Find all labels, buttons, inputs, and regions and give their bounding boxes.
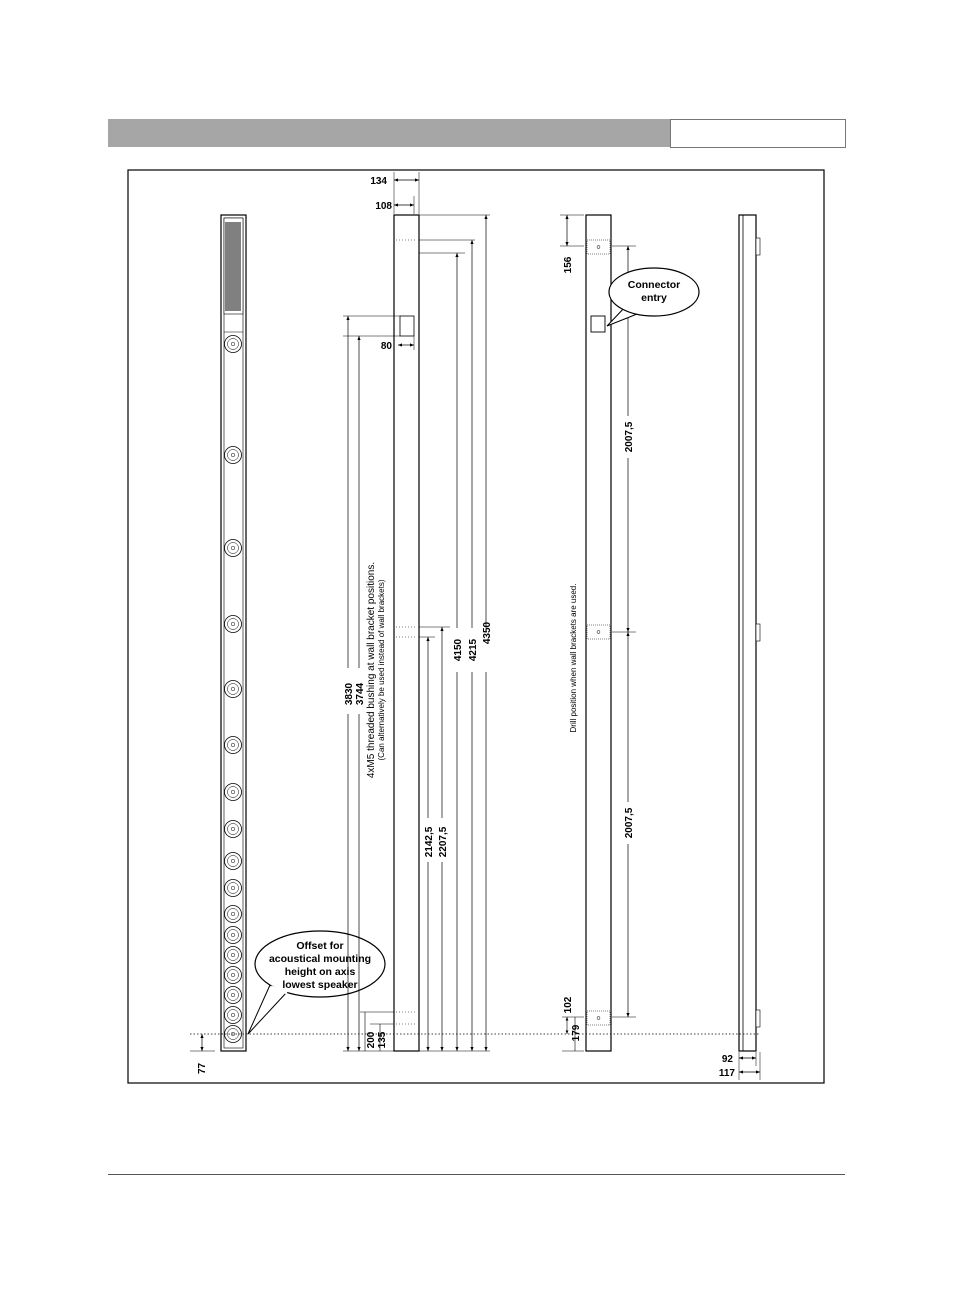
bracket-top <box>587 240 610 254</box>
dim-77: 77 <box>197 1062 208 1074</box>
offset-callout-line3: height on axis <box>284 966 356 978</box>
speaker-driver <box>225 1007 242 1024</box>
dim-3830: 3830 <box>344 682 355 706</box>
dim-2007-5-lower: 2007,5 <box>624 807 635 839</box>
dim-156: 156 <box>563 256 574 274</box>
offset-callout <box>248 931 385 1034</box>
dim-179: 179 <box>571 1024 582 1042</box>
top-view <box>739 215 760 1051</box>
speaker-driver <box>225 967 242 984</box>
connector-callout-line2: entry <box>641 292 667 304</box>
dim-102: 102 <box>563 996 574 1014</box>
speaker-driver <box>225 681 242 698</box>
speaker-driver <box>225 987 242 1004</box>
speaker-driver <box>225 784 242 801</box>
dim-4350: 4350 <box>482 621 493 645</box>
front-view <box>221 215 246 1051</box>
speaker-drivers <box>225 336 242 1043</box>
speaker-driver <box>225 853 242 870</box>
bushing-note-sub: (Can alternatively be used instead of wall brackets) <box>377 579 386 761</box>
drill-note: Drill position when wall brackets are used. <box>569 583 578 733</box>
bushing-note: 4xM5 threaded bushing at wall bracket positions. <box>366 561 377 779</box>
dim-200: 200 <box>366 1031 377 1049</box>
dim-4215: 4215 <box>468 638 479 662</box>
footer-rule <box>108 1174 845 1175</box>
dim-108: 108 <box>375 201 392 212</box>
bracket-middle <box>587 625 610 639</box>
speaker-driver <box>225 737 242 754</box>
offset-callout-line1: Offset for <box>296 940 344 952</box>
dim-2207-5: 2207,5 <box>438 826 449 858</box>
dim-92: 92 <box>721 1054 733 1065</box>
speaker-driver <box>225 616 242 633</box>
side-view <box>394 215 419 1051</box>
speaker-driver <box>225 447 242 464</box>
dim-4150: 4150 <box>453 638 464 662</box>
dim-134: 134 <box>370 176 387 187</box>
dim-2142-5: 2142,5 <box>424 826 435 858</box>
speaker-driver <box>225 540 242 557</box>
offset-callout-line2: acoustical mounting <box>268 953 372 965</box>
bracket-bottom <box>587 1011 610 1025</box>
dim-117: 117 <box>718 1068 735 1079</box>
dim-80: 80 <box>380 341 392 352</box>
offset-callout-line4: lowest speaker <box>282 979 358 991</box>
speaker-driver <box>225 927 242 944</box>
speaker-driver <box>225 821 242 838</box>
speaker-driver <box>225 880 242 897</box>
dim-3744: 3744 <box>355 682 366 706</box>
speaker-driver <box>225 947 242 964</box>
dim-2007-5-upper: 2007,5 <box>624 421 635 453</box>
rear-view <box>586 215 611 1051</box>
dim-135: 135 <box>377 1031 388 1049</box>
speaker-driver <box>225 336 242 353</box>
speaker-driver <box>225 906 242 923</box>
connector-box <box>591 316 605 332</box>
connector-callout-line1: Connector <box>627 279 681 291</box>
connector-callout <box>607 268 699 326</box>
